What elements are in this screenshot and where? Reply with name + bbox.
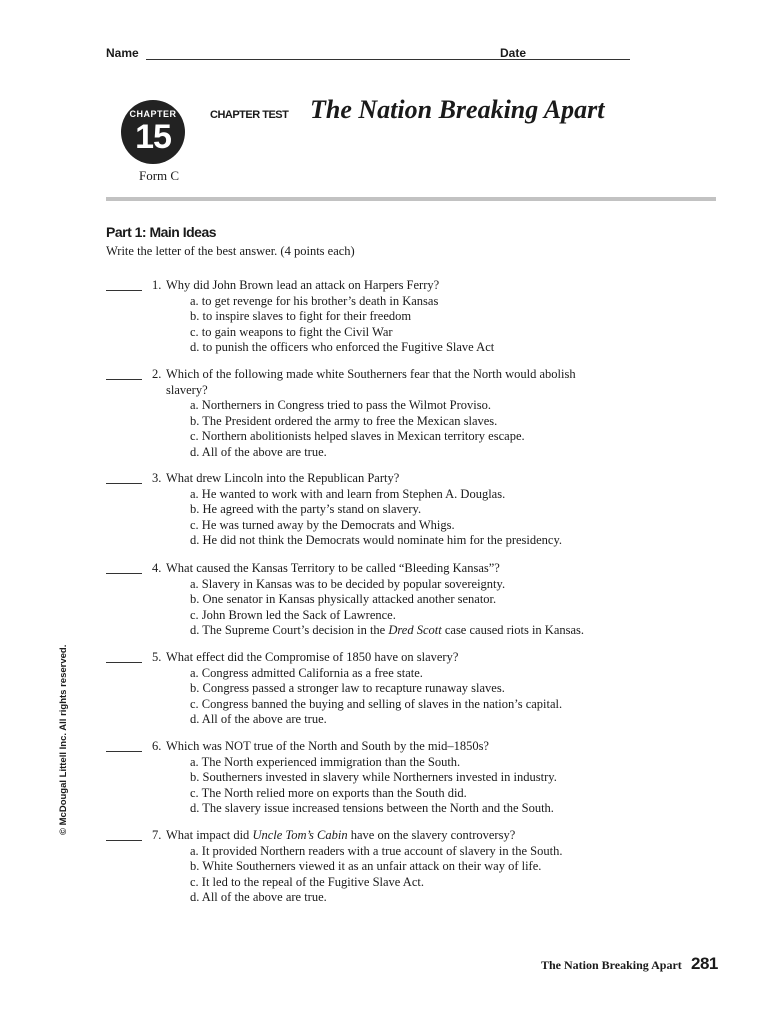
choice-a: a. Congress admitted California as a free state. [190,665,423,680]
choice-b: b. Southerners invested in slavery while Northerners invested in industry. [190,770,557,784]
choice-d: d. All of the above are true. [190,712,327,726]
question-number: 3. [152,471,162,485]
choice-c: c. Northern abolitionists helped slaves in Mexican territory escape. [190,429,525,443]
choice-d-suffix: case caused riots in Kansas. [441,623,585,637]
question-number: 1. [152,278,162,292]
case-name: Dred Scott [388,623,442,637]
chapter-badge [121,100,185,164]
answer-blank[interactable] [106,840,142,841]
question-text-prefix: What impact did [166,828,253,842]
choice-c: c. to gain weapons to fight the Civil War [190,324,393,339]
name-field[interactable] [146,59,560,60]
choice-a: a. The North experienced immigration than the South. [190,754,461,769]
choice-d: d. All of the above are true. [190,890,327,904]
choice-d: d. He did not think the Democrats would nominate him for the presidency. [190,533,563,547]
question-number: 7. [152,828,162,842]
question-text-continued: slavery? [166,382,208,397]
page-number: 281 [691,954,718,973]
question-number: 5. [152,650,162,664]
footer-title: The Nation Breaking Apart [541,958,682,972]
choice-c: c. He was turned away by the Democrats and Whigs. [190,517,455,532]
choice-list [190,398,525,460]
part-title: Part 1: Main Ideas [106,224,217,240]
chapter-word: CHAPTER [129,109,177,119]
choice-list [190,666,562,728]
question-text: Why did John Brown lead an attack on Harpers Ferry? [166,278,440,292]
question-number: 6. [152,739,162,753]
answer-blank[interactable] [106,573,142,574]
choice-c: c. John Brown led the Sack of Lawrence. [190,607,396,622]
choice-list [190,294,494,356]
question-text-suffix: have on the slavery controversy? [347,828,516,842]
header-row [106,46,646,64]
choice-d [190,623,584,639]
choice-b: b. Congress passed a stronger law to recapture runaway slaves. [190,681,505,695]
chapter-number: 15 [135,118,171,156]
choice-a: a. Slavery in Kansas was to be decided by popular sovereignty. [190,576,506,591]
question-text: What effect did the Compromise of 1850 have on slavery? [166,650,459,664]
page-title: The Nation Breaking Apart [310,95,605,124]
question-number: 4. [152,561,162,575]
divider [106,197,716,201]
choice-c: c. The North relied more on exports than the South did. [190,785,467,800]
choice-d: d. The slavery issue increased tensions between the North and the South. [190,801,554,815]
form-label: Form C [139,168,180,183]
question-text: What caused the Kansas Territory to be called “Bleeding Kansas”? [166,561,500,575]
choice-c: c. Congress banned the buying and selling of slaves in the nation’s capital. [190,696,563,711]
choice-list [190,577,584,639]
answer-blank[interactable] [106,483,142,484]
choice-a: a. to get revenge for his brother’s death in Kansas [190,293,439,308]
choice-list [190,844,562,906]
question-text [166,828,656,844]
choice-d: d. All of the above are true. [190,444,327,459]
choice-b: b. One senator in Kansas physically attacked another senator. [190,592,497,606]
choice-a: a. Northerners in Congress tried to pass the Wilmot Proviso. [190,398,491,412]
choice-list [190,487,562,549]
choice-b: b. He agreed with the party’s stand on slavery. [190,502,422,516]
date-label: Date [500,46,527,60]
instructions: Write the letter of the best answer. (4 points each) [106,244,355,258]
book-title: Uncle Tom’s Cabin [252,828,348,842]
copyright-notice: © McDougal Littell Inc. All rights reserved. [58,644,69,835]
answer-blank[interactable] [106,751,142,752]
choice-c: c. It led to the repeal of the Fugitive Slave Act. [190,874,424,889]
date-field[interactable] [506,59,630,60]
answer-blank[interactable] [106,290,142,291]
chapter-test-label: CHAPTER TEST [210,109,289,121]
choice-d-prefix: d. The Supreme Court’s decision in the [190,623,389,637]
question-number: 2. [152,367,162,381]
answer-blank[interactable] [106,379,142,380]
question-text: Which was NOT true of the North and South by the mid–1850s? [166,739,489,753]
name-label: Name [106,46,139,60]
choice-b: b. The President ordered the army to free the Mexican slaves. [190,413,498,428]
choice-d: d. to punish the officers who enforced the Fugitive Slave Act [190,340,495,354]
question-text: What drew Lincoln into the Republican Party? [166,471,400,485]
answer-blank[interactable] [106,662,142,663]
question-text: Which of the following made white Southerners fear that the North would abolish [166,367,576,381]
choice-a: a. It provided Northern readers with a true account of slavery in the South. [190,843,563,858]
choice-a: a. He wanted to work with and learn from Stephen A. Douglas. [190,486,506,501]
choice-list [190,755,557,817]
choice-b: b. to inspire slaves to fight for their freedom [190,309,412,323]
choice-b: b. White Southerners viewed it as an unfair attack on their way of life. [190,859,542,873]
